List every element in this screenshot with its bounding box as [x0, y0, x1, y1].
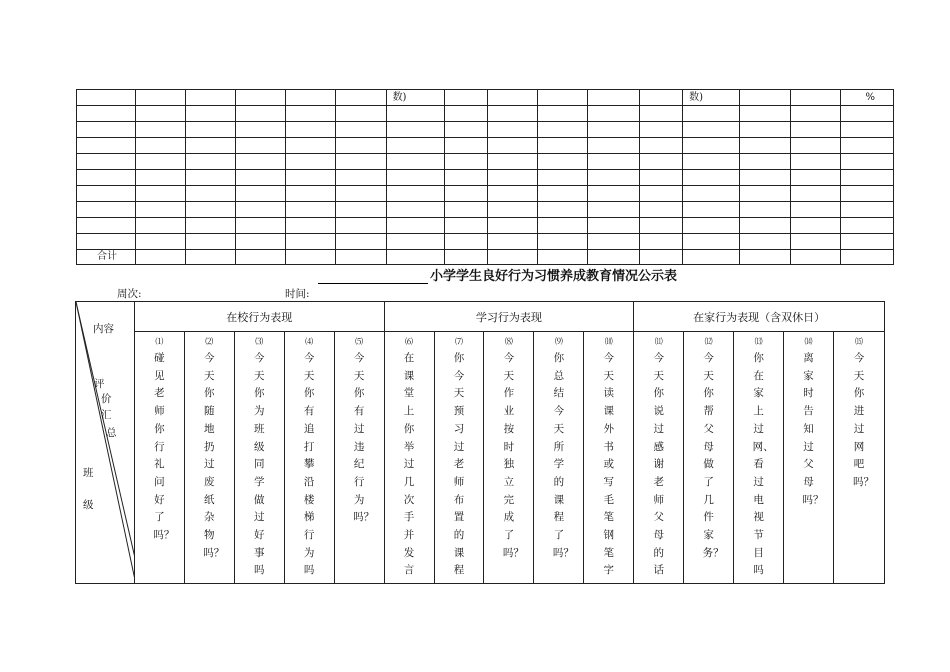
table-cell	[640, 154, 683, 170]
table-cell	[683, 186, 740, 202]
table-cell	[235, 202, 285, 218]
table-cell	[185, 154, 235, 170]
table-cell	[235, 250, 285, 265]
item-number: ⑵	[205, 337, 214, 346]
table-cell	[77, 154, 136, 170]
table-cell	[588, 122, 640, 138]
table-cell: 数)	[683, 90, 740, 106]
table-row	[77, 122, 894, 138]
table-cell	[135, 106, 185, 122]
table-cell	[444, 202, 488, 218]
table-row	[77, 218, 894, 234]
table-cell	[640, 138, 683, 154]
table-cell	[135, 234, 185, 250]
table-cell	[77, 218, 136, 234]
title-text: 小学学生良好行为习惯养成教育情况公示表	[430, 269, 678, 284]
item-number: ⒁	[804, 337, 813, 346]
table-cell	[235, 234, 285, 250]
table-row	[77, 106, 894, 122]
table-cell	[285, 138, 335, 154]
table-cell	[285, 106, 335, 122]
item-text: 你在家上过网、看过电视节目吗	[752, 352, 774, 577]
table-cell	[740, 234, 791, 250]
table-cell	[386, 106, 444, 122]
table-cell	[840, 234, 893, 250]
table-cell	[488, 170, 538, 186]
table-cell	[444, 90, 488, 106]
item-cell-8	[484, 332, 534, 584]
table-cell	[683, 122, 740, 138]
table-cell	[285, 186, 335, 202]
item-cell-11	[634, 332, 684, 584]
table-cell	[791, 90, 841, 106]
table-row	[77, 170, 894, 186]
table-cell	[791, 202, 841, 218]
item-number: ⑹	[405, 337, 414, 346]
item-text: 碰见老师你行礼问好了吗？	[153, 352, 175, 542]
table-cell	[740, 170, 791, 186]
table-cell	[77, 234, 136, 250]
table-cell	[444, 218, 488, 234]
table-cell	[135, 218, 185, 234]
item-cell-4	[284, 332, 334, 584]
item-cell-2	[184, 332, 234, 584]
table-cell	[335, 202, 386, 218]
table-cell	[538, 106, 588, 122]
table-cell	[791, 250, 841, 265]
table-cell	[235, 122, 285, 138]
table-cell	[77, 170, 136, 186]
table-cell	[185, 138, 235, 154]
table-cell	[185, 106, 235, 122]
table-cell	[740, 106, 791, 122]
item-text: 你总结今天所学的课程了吗？	[552, 352, 574, 559]
table-cell	[77, 138, 136, 154]
table-cell	[538, 170, 588, 186]
table-cell	[285, 154, 335, 170]
table-row	[77, 138, 894, 154]
table-cell	[386, 234, 444, 250]
item-cell-10	[584, 332, 634, 584]
total-label: 合计	[77, 250, 136, 265]
table-cell	[335, 170, 386, 186]
table-cell	[444, 106, 488, 122]
table-cell	[285, 90, 335, 106]
title-blank-line	[318, 271, 428, 284]
table-row	[77, 202, 894, 218]
table-cell	[444, 186, 488, 202]
table-cell	[640, 250, 683, 265]
table-cell	[740, 202, 791, 218]
table-cell	[740, 186, 791, 202]
item-text: 你今天预习过老师布置的课程	[453, 352, 465, 577]
table-cell	[235, 90, 285, 106]
table-cell	[588, 234, 640, 250]
table-cell	[588, 250, 640, 265]
table-cell	[640, 186, 683, 202]
diagonal-lines	[76, 302, 135, 580]
item-text: 在课堂上你举过几次手并发言	[403, 352, 415, 577]
table-cell	[386, 138, 444, 154]
behavior-table	[75, 301, 885, 584]
table-cell	[683, 218, 740, 234]
diag-ji-label: 级	[83, 499, 94, 511]
item-number: ⑷	[305, 337, 314, 346]
table-cell	[640, 90, 683, 106]
table-cell	[640, 218, 683, 234]
table-cell	[335, 106, 386, 122]
table-cell	[285, 170, 335, 186]
group-header-2: 学习行为表现	[384, 302, 634, 332]
table-cell	[444, 250, 488, 265]
table-row	[77, 154, 894, 170]
header-row	[77, 90, 894, 106]
item-text: 今天作业按时独立完成了吗？	[502, 352, 524, 559]
table-cell	[185, 170, 235, 186]
item-cell-9	[534, 332, 584, 584]
table-cell	[235, 106, 285, 122]
item-cell-12	[684, 332, 734, 584]
table-cell	[335, 186, 386, 202]
table-cell	[840, 122, 893, 138]
table-cell	[285, 122, 335, 138]
table-cell	[185, 250, 235, 265]
total-row	[77, 250, 894, 265]
table-cell	[588, 170, 640, 186]
item-number: ⑽	[604, 337, 613, 346]
table-cell	[588, 154, 640, 170]
table-cell	[588, 138, 640, 154]
table-cell	[640, 170, 683, 186]
table-cell	[640, 106, 683, 122]
table-cell	[135, 138, 185, 154]
table-cell	[335, 90, 386, 106]
table-cell	[488, 106, 538, 122]
item-text: 今天你进过网吧吗？	[853, 352, 874, 488]
item-cell-3	[234, 332, 284, 584]
table-cell	[488, 218, 538, 234]
table-cell	[488, 186, 538, 202]
item-cell-7	[434, 332, 484, 584]
table-cell	[77, 202, 136, 218]
table-cell	[538, 234, 588, 250]
table-cell	[488, 122, 538, 138]
table-cell	[235, 186, 285, 202]
table-cell	[840, 186, 893, 202]
table-cell: 数)	[386, 90, 444, 106]
table-cell	[588, 218, 640, 234]
table-cell	[77, 186, 136, 202]
table-cell	[335, 250, 386, 265]
table-cell	[488, 138, 538, 154]
table-cell	[135, 250, 185, 265]
table-cell	[135, 122, 185, 138]
table-cell	[683, 250, 740, 265]
item-text: 今天你说过感谢老师父母的话	[653, 352, 664, 577]
group-header-3: 在家行为表现（含双休日）	[634, 302, 885, 332]
table-cell	[335, 234, 386, 250]
table-cell	[740, 250, 791, 265]
item-number: ⑼	[554, 337, 563, 346]
table-row	[77, 234, 894, 250]
table-cell	[335, 154, 386, 170]
table-cell	[791, 234, 841, 250]
table-cell	[538, 154, 588, 170]
table-cell	[135, 154, 185, 170]
diag-zong-label: 总	[106, 427, 117, 439]
item-cell-5	[334, 332, 384, 584]
table-cell	[683, 202, 740, 218]
table-cell	[488, 90, 538, 106]
item-cell-13	[734, 332, 784, 584]
table-cell	[588, 90, 640, 106]
table-cell	[683, 154, 740, 170]
table-cell	[588, 186, 640, 202]
table-cell	[444, 122, 488, 138]
table-cell	[488, 250, 538, 265]
item-number: ⑾	[654, 337, 663, 346]
table-cell	[538, 122, 588, 138]
table-cell	[285, 234, 335, 250]
table-cell	[488, 234, 538, 250]
table-cell	[135, 170, 185, 186]
item-text: 今天你随地扔过废纸杂物吗？	[203, 352, 225, 559]
table-cell	[285, 202, 335, 218]
table-cell	[538, 186, 588, 202]
item-number: ⒂	[855, 337, 863, 346]
table-cell	[488, 202, 538, 218]
table-cell	[386, 218, 444, 234]
table-cell	[444, 138, 488, 154]
item-number: ⑸	[355, 337, 364, 346]
item-number: ⑶	[255, 337, 264, 346]
table-cell	[791, 138, 841, 154]
group-header-1: 在校行为表现	[134, 302, 384, 332]
table-cell	[185, 90, 235, 106]
table-cell	[538, 138, 588, 154]
table-cell	[185, 202, 235, 218]
item-number: ⑺	[454, 337, 463, 346]
table-cell	[640, 234, 683, 250]
table-cell	[285, 218, 335, 234]
table-cell	[135, 90, 185, 106]
table-cell	[285, 250, 335, 265]
table-cell	[740, 138, 791, 154]
diag-content-label: 内容	[93, 323, 114, 335]
item-number: ⑻	[504, 337, 513, 346]
table-cell	[840, 218, 893, 234]
diag-ban-label: 班	[83, 467, 94, 479]
table-cell	[588, 202, 640, 218]
table-row	[77, 186, 894, 202]
table-cell	[740, 90, 791, 106]
table-cell	[840, 250, 893, 265]
table-cell	[683, 106, 740, 122]
table-cell	[588, 106, 640, 122]
table-cell	[683, 138, 740, 154]
table-cell	[335, 122, 386, 138]
table-cell	[791, 106, 841, 122]
table-cell	[235, 218, 285, 234]
summary-table	[76, 89, 894, 265]
table-cell	[791, 122, 841, 138]
item-text: 今天你帮父母做了几件家务？	[702, 352, 724, 559]
table-cell: %	[840, 90, 893, 106]
table-cell	[185, 122, 235, 138]
table-cell	[640, 122, 683, 138]
table-cell	[791, 186, 841, 202]
table-cell	[386, 250, 444, 265]
table-cell	[185, 186, 235, 202]
diag-price-label: 价	[101, 393, 112, 405]
table-cell	[538, 202, 588, 218]
table-cell	[77, 122, 136, 138]
table-cell	[791, 154, 841, 170]
table-cell	[335, 218, 386, 234]
table-cell	[640, 202, 683, 218]
table-cell	[135, 186, 185, 202]
item-cell-14	[784, 332, 834, 584]
item-number: ⑴	[155, 337, 164, 346]
table-cell	[335, 138, 386, 154]
table-cell	[235, 170, 285, 186]
table-cell	[740, 122, 791, 138]
table-cell	[740, 154, 791, 170]
table-cell	[444, 154, 488, 170]
table-cell	[386, 154, 444, 170]
table-cell	[538, 90, 588, 106]
table-cell	[840, 138, 893, 154]
table-cell	[386, 122, 444, 138]
table-cell	[444, 170, 488, 186]
item-cell-15	[834, 332, 885, 584]
item-cell-6	[384, 332, 434, 584]
table-cell	[135, 202, 185, 218]
table-cell	[538, 250, 588, 265]
item-number: ⑿	[704, 337, 713, 346]
item-text: 今天你为班级同学做过好事吗	[253, 352, 265, 577]
table-cell	[488, 154, 538, 170]
table-cell	[791, 218, 841, 234]
table-cell	[683, 170, 740, 186]
item-cell-1	[134, 332, 184, 584]
diag-hui-label: 汇	[101, 409, 112, 421]
week-label: 周次:	[117, 288, 142, 300]
table-cell	[77, 90, 136, 106]
table-cell	[386, 202, 444, 218]
table-cell	[840, 202, 893, 218]
table-cell	[791, 170, 841, 186]
table-cell	[538, 218, 588, 234]
item-text: 今天你有过违纪行为吗？	[353, 352, 375, 524]
item-text: 今天读课外书或写毛笔钢笔字	[603, 352, 615, 577]
item-text: 离家时告知过父母吗？	[802, 352, 824, 506]
table-cell	[683, 234, 740, 250]
item-number: ⒀	[754, 337, 763, 346]
diagonal-header-cell	[76, 302, 135, 584]
document-title	[318, 265, 718, 284]
table-cell	[77, 106, 136, 122]
table-cell	[386, 186, 444, 202]
item-text: 今天你有追打攀沿楼梯行为吗	[303, 352, 315, 577]
table-cell	[740, 218, 791, 234]
table-cell	[840, 170, 893, 186]
table-cell	[185, 218, 235, 234]
table-cell	[386, 170, 444, 186]
table-cell	[840, 154, 893, 170]
table-cell	[185, 234, 235, 250]
time-label: 时间:	[285, 288, 310, 300]
table-cell	[235, 154, 285, 170]
table-cell	[444, 234, 488, 250]
diag-eval-label: 评	[94, 378, 105, 390]
table-cell	[235, 138, 285, 154]
table-cell	[840, 106, 893, 122]
